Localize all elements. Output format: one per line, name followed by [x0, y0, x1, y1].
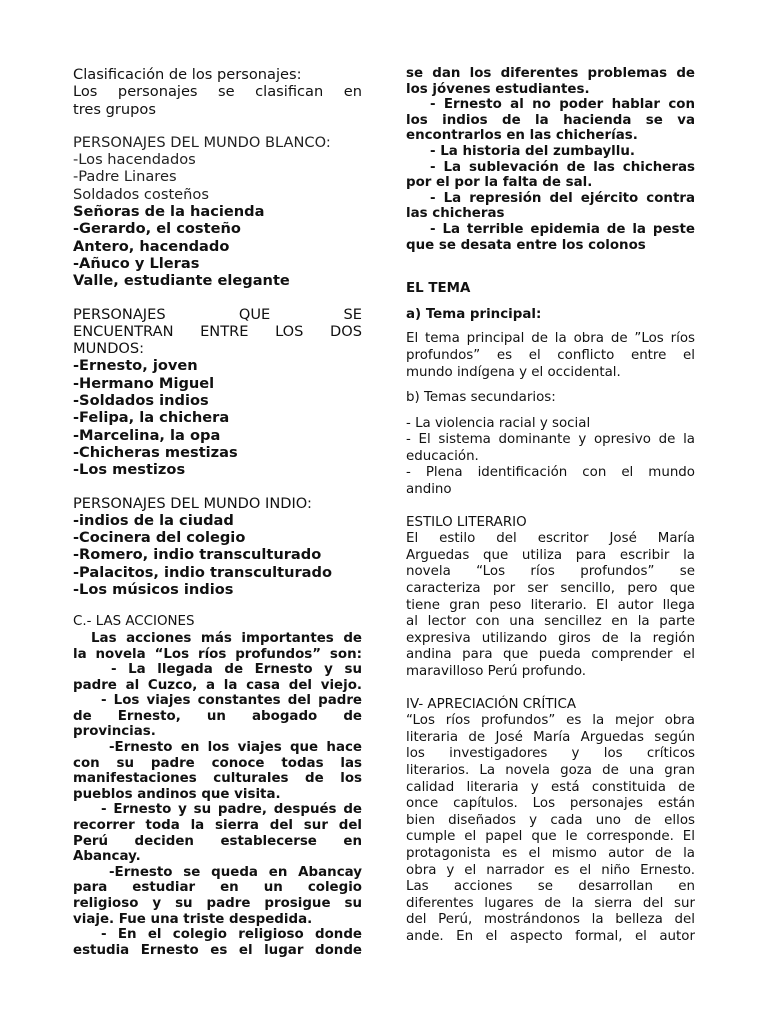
- apreciacion-line: literarios. La novela goza de una gran: [406, 762, 695, 778]
- acciones-line: - Los viajes constantes del padre: [101, 693, 362, 709]
- mundo-indio-section: [73, 495, 362, 599]
- estilo-line: novela “Los ríos profundos” se: [406, 564, 695, 580]
- estilo-line: tiene gran peso literario. El autor llega: [406, 597, 695, 613]
- tema-secundarios-line: - La violencia racial y social: [406, 415, 591, 431]
- list-item: Soldados costeños: [73, 185, 209, 203]
- list-item: Señoras de la hacienda: [73, 203, 265, 221]
- list-item: -Chicheras mestizas: [73, 443, 238, 461]
- right-column: [406, 66, 695, 946]
- acciones-line: Abancay.: [73, 849, 141, 865]
- acciones-line: Las acciones más importantes de: [91, 630, 362, 646]
- acciones-line: religioso y su padre prosigue su: [73, 896, 362, 911]
- dos-mundos-heading-line: MUNDOS:: [73, 340, 145, 358]
- continuacion-line: - La terrible epidemia de la peste: [430, 221, 695, 237]
- apreciacion-line: once capítulos. Los personajes están: [406, 796, 695, 812]
- estilo-line: andina para que pueda comprender el: [406, 647, 695, 663]
- apreciacion-heading: IV- APRECIACIÓN CRÍTICA: [406, 696, 576, 712]
- acciones-line: para estudiar en un colegio: [73, 880, 362, 896]
- apreciacion-line: calidad literaria y está constituida de: [406, 779, 695, 795]
- list-item: -Añuco y Lleras: [73, 254, 200, 272]
- acciones-line: estudia Ernesto es el lugar donde: [73, 942, 362, 958]
- list-item: Antero, hacendado: [73, 237, 230, 255]
- acciones-line: -Ernesto en los viajes que hace: [109, 740, 362, 756]
- acciones-line: Perú deciden establecerse en: [73, 833, 362, 849]
- acciones-line: padre al Cuzco, a la casa del viejo.: [73, 677, 362, 693]
- tema-principal-label: a) Tema principal:: [406, 306, 542, 322]
- list-item: -Gerardo, el costeño: [73, 220, 241, 238]
- tema-secundarios-line: andino: [406, 482, 452, 498]
- continuacion-line: los jóvenes estudiantes.: [406, 81, 590, 97]
- list-item: -Felipa, la chichera: [73, 409, 230, 427]
- tema-principal-line: El tema principal de la obra de ”Los ríos: [406, 331, 695, 347]
- tema-secundarios-label: b) Temas secundarios:: [406, 390, 556, 406]
- list-item: -Palacitos, indio transculturado: [73, 563, 332, 581]
- continuacion-line: las chicheras: [406, 206, 505, 222]
- clasificacion-section: [73, 66, 362, 118]
- continuacion-line: - La sublevación de las chicheras: [430, 159, 695, 175]
- acciones-line: provincias.: [73, 724, 156, 740]
- list-item: -Marcelina, la opa: [73, 426, 221, 444]
- tema-secundarios-line: - Plena identificación con el mundo: [406, 465, 695, 481]
- acciones-line: - En el colegio religioso donde: [101, 927, 362, 943]
- continuacion-line: - La represión del ejército contra: [430, 190, 695, 206]
- mundo-blanco-heading: PERSONAJES DEL MUNDO BLANCO:: [73, 133, 331, 151]
- apreciacion-line: “Los ríos profundos” es la mejor obra: [406, 713, 695, 729]
- mundo-indio-heading: PERSONAJES DEL MUNDO INDIO:: [73, 494, 312, 512]
- estilo-line: al lector con una sencillez en la parte: [406, 614, 695, 630]
- tema-principal-line: mundo indígena y el occidental.: [406, 364, 621, 380]
- acciones-heading: C.- LAS ACCIONES: [73, 614, 195, 630]
- apreciacion-line: ande. En el aspecto formal, el autor: [406, 928, 695, 944]
- tema-secundarios-body: [406, 416, 695, 499]
- list-item: -Ernesto, joven: [73, 357, 198, 375]
- apreciacion-line: bien diseñados y cada uno de ellos: [406, 812, 695, 828]
- list-item: -Los mestizos: [73, 461, 186, 479]
- mundo-blanco-section: [73, 134, 362, 290]
- continuacion-line: por el por la falta de sal.: [406, 175, 593, 191]
- apreciacion-line: obra y el narrador es el niño Ernesto.: [406, 862, 695, 878]
- dos-mundos-heading-line: ENCUENTRAN ENTRE LOS DOS: [73, 322, 362, 340]
- list-item: -indios de la ciudad: [73, 511, 234, 529]
- acciones-line: recorrer toda la sierra del sur del: [73, 818, 362, 834]
- estilo-line: maravilloso Perú profundo.: [406, 664, 587, 679]
- list-item: -Padre Linares: [73, 168, 177, 186]
- continuacion-section: [406, 66, 695, 253]
- list-item: Valle, estudiante elegante: [73, 272, 290, 290]
- tema-heading: EL TEMA: [406, 281, 471, 297]
- continuacion-line: se dan los diferentes problemas de: [406, 66, 695, 81]
- estilo-line: expresiva utilizando giros de la región: [406, 630, 695, 646]
- continuacion-line: - La historia del zumbayllu.: [430, 143, 635, 159]
- estilo-line: El estilo del escritor José María: [406, 531, 695, 547]
- acciones-line: - Ernesto y su padre, después de: [101, 802, 362, 818]
- apreciacion-line: diferentes lugares de la sierra del sur: [406, 895, 695, 911]
- list-item: -Los hacendados: [73, 151, 196, 169]
- dos-mundos-heading-line: PERSONAJES QUE SE: [73, 305, 362, 323]
- acciones-line: -Ernesto se queda en Abancay: [109, 864, 362, 880]
- list-item: -Romero, indio transculturado: [73, 546, 322, 564]
- apreciacion-section: [406, 697, 695, 946]
- apreciacion-line: del Perú, mostrándonos la belleza del: [406, 912, 695, 928]
- acciones-line: pueblos andinos que visita.: [73, 786, 281, 802]
- continuacion-line: que se desata entre los colonos: [406, 237, 646, 253]
- list-item: -Cocinera del colegio: [73, 529, 246, 547]
- estilo-line: caracteriza por ser sencillo, pero que: [406, 581, 695, 597]
- continuacion-line: encontrarlos en las chicherías.: [406, 128, 638, 144]
- apreciacion-line: protagonista es el mismo autor de la: [406, 845, 695, 861]
- clasificacion-line: tres grupos: [73, 100, 156, 118]
- estilo-line: Arguedas que utiliza para escribir la: [406, 547, 695, 563]
- acciones-line: - La llegada de Ernesto y su: [111, 662, 362, 678]
- tema-secundarios-line: - El sistema dominante y opresivo de la: [406, 432, 695, 448]
- list-item: -Los músicos indios: [73, 581, 234, 599]
- apreciacion-line: los investigadores y los críticos: [406, 746, 695, 762]
- apreciacion-line: Las acciones se desarrollan en: [406, 879, 695, 895]
- dos-mundos-section: [73, 306, 362, 479]
- tema-section: [406, 281, 695, 499]
- acciones-line: con su padre conoce todas las: [73, 755, 362, 771]
- tema-principal-body: [406, 331, 695, 381]
- estilo-section: [406, 515, 695, 681]
- acciones-line: la novela “Los ríos profundos” son:: [73, 646, 362, 662]
- acciones-line: de Ernesto, un abogado de: [73, 708, 362, 724]
- continuacion-line: - Ernesto al no poder hablar con: [430, 97, 695, 113]
- continuacion-line: los indios de la hacienda se va: [406, 112, 695, 128]
- acciones-line: viaje. Fue una triste despedida.: [73, 911, 313, 927]
- apreciacion-line: literaria de José María Arguedas según: [406, 729, 695, 745]
- list-item: -Soldados indios: [73, 392, 209, 410]
- clasificacion-line: Los personajes se clasifican en: [73, 83, 362, 101]
- list-item: -Hermano Miguel: [73, 374, 215, 392]
- tema-principal-line: profundos” es el conflicto entre el: [406, 347, 695, 363]
- apreciacion-line: cumple el papel que le corresponde. El: [406, 829, 695, 845]
- estilo-heading: ESTILO LITERARIO: [406, 514, 527, 530]
- left-column: [73, 66, 362, 958]
- acciones-line: manifestaciones culturales de los: [73, 771, 362, 787]
- acciones-section: [73, 614, 362, 958]
- tema-secundarios-line: educación.: [406, 448, 479, 464]
- clasificacion-line: Clasificación de los personajes:: [73, 66, 302, 83]
